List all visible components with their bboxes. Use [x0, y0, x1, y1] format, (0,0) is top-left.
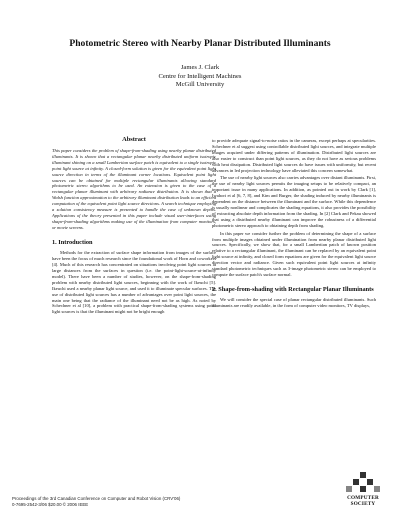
intro-paragraph-2: The use of nearby light sources also carries advantages over distant illuminants. First, the use of nearby light sources permits the imaging setups to be relatively compact, an important issue in many applications. In addition, as pointed out in work by Clark [1], Iwahori et al [6, 7, 8], and Kim and Burger, the shading induced by nearby illuminants is dependent on the distance between the illuminant and the surface. While this dependence is usually nonlinear and complicates the shading equations, it also provides the possibility of extracting absolute depth information from the shading. In [2] Clark and Pekau showed that using a distributed nearby illuminant can improve the robustness of a differential photometric stereo approach to obtaining depth from shading.: [212, 175, 376, 228]
intro-paragraph-3: In this paper we consider further the problem of determining the shape of a surface from multiple images obtained under illumination from nearby planar distributed light sources. Specifically, we show that, for a small Lambertian patch of known position relative to a rectangular illuminant, the illuminant can be replaced by an equivalent point light source at infinity, and closed form equations are given for the equivalent light source direction vector and radiance. Given such equivalent point light sources at infinity standard photometric techniques such as 3-image photometric stereo can be employed to compute the surface patch's surface normal.: [212, 230, 376, 277]
section-heading-introduction: 1. Introduction: [52, 238, 93, 246]
logo-text-society: SOCIETY: [350, 500, 376, 507]
logo-wordmark: [335, 496, 391, 507]
section2-paragraph: We will consider the special case of planar rectangular distributed illuminants. Such illuminants are readily available, in the form of computer video monitors, TV displays,: [212, 297, 376, 309]
abstract-text: This paper considers the problem of shape-from-shading using nearby planar distributed illuminants. It is shown that a rectangular planar nearby distributed uniform isotropic illuminant shining on a small Lambertian surface patch is equivalent to a single isotropic point light source at infinity. A closed-form solution is given for the equivalent point light source direction in terms of the illuminant corner locations. Equivalent point light sources can be obtained for multiple rectangular illuminants allowing standard photometric stereo algorithms to be used. An extension is given to the case of a rectangular planar illuminant with arbitrary radiance distribution. It is shown that a Walsh function approximation to the arbitrary illuminant distribution leads to an efficient computation of the equivalent point light source directions. A search technique employing a solution consistency measure is presented to handle the case of unknown depths. Applications of the theory presented in this paper include visual user-interfaces using shape-from-shading algorithms making use of the illumination from computer monitors, or movie screens.: [52, 148, 216, 230]
author-name: James J. Clark: [180, 64, 220, 71]
right-column: [212, 138, 376, 311]
intro-paragraph-continued: to provide adequate signal-to-noise ratios in the cameras, except perhaps at specularities. Schechner et al suggest using controllable distributed light sources, and integrate multiple images acquired under differing patterns of illumination. Distributed light sources are also easier to construct than point light sources, as they do not have as serious problems with heat dissipation. Distributed light sources do have issues with uniformity, but recent advances in led projection technology have alleviated this concern somewhat.: [212, 138, 376, 173]
intro-paragraph: Methods for the extraction of surface shape information from images of the surface have been the focus of much research since the foundational work of Horn and coworkers [4]. Much of this research has concentrated on situations involving point light sources at large distances from the surfaces in question (i.e. the point-light-source-at-infinity model). There have been a number of studies, however, on the shape-from-shading problem with nearby distributed light sources, beginning with the work of Ikeuchi [5]. Ikeuchi used a nearby planar light source, and used it to illuminate specular surfaces. The use of distributed light sources has a number of advantages over point light sources, the main one being that the radiance of the illuminant need not be as high. As noted by Schechner et al [10], a problem with practical shape-from-shading systems using point light sources is that the illuminant might not be bright enough: [52, 250, 216, 315]
section-heading-shape-from-shading: 2. Shape-from-shading with Rectangular Planar Illuminants: [212, 285, 374, 293]
left-column: [52, 136, 216, 317]
author-affiliation: Centre for Intelligent Machines: [158, 72, 242, 80]
author-institution: McGill University: [175, 81, 225, 89]
logo-text-computer: COMPUTER: [347, 495, 379, 501]
footer-line-1: Proceedings of the 3rd Canadian Conference on Computer and Robot Vision (CRV'06): [12, 496, 181, 501]
footer-line-2: 0-7695-2542-3/06 $20.00 © 2006 IEEE: [12, 502, 89, 507]
paper-title: Photometric Stereo with Nearby Planar Distributed Illuminants: [69, 38, 331, 49]
abstract-heading: Abstract: [122, 136, 146, 143]
author-block: [100, 64, 300, 90]
proceedings-footer: [12, 496, 312, 508]
